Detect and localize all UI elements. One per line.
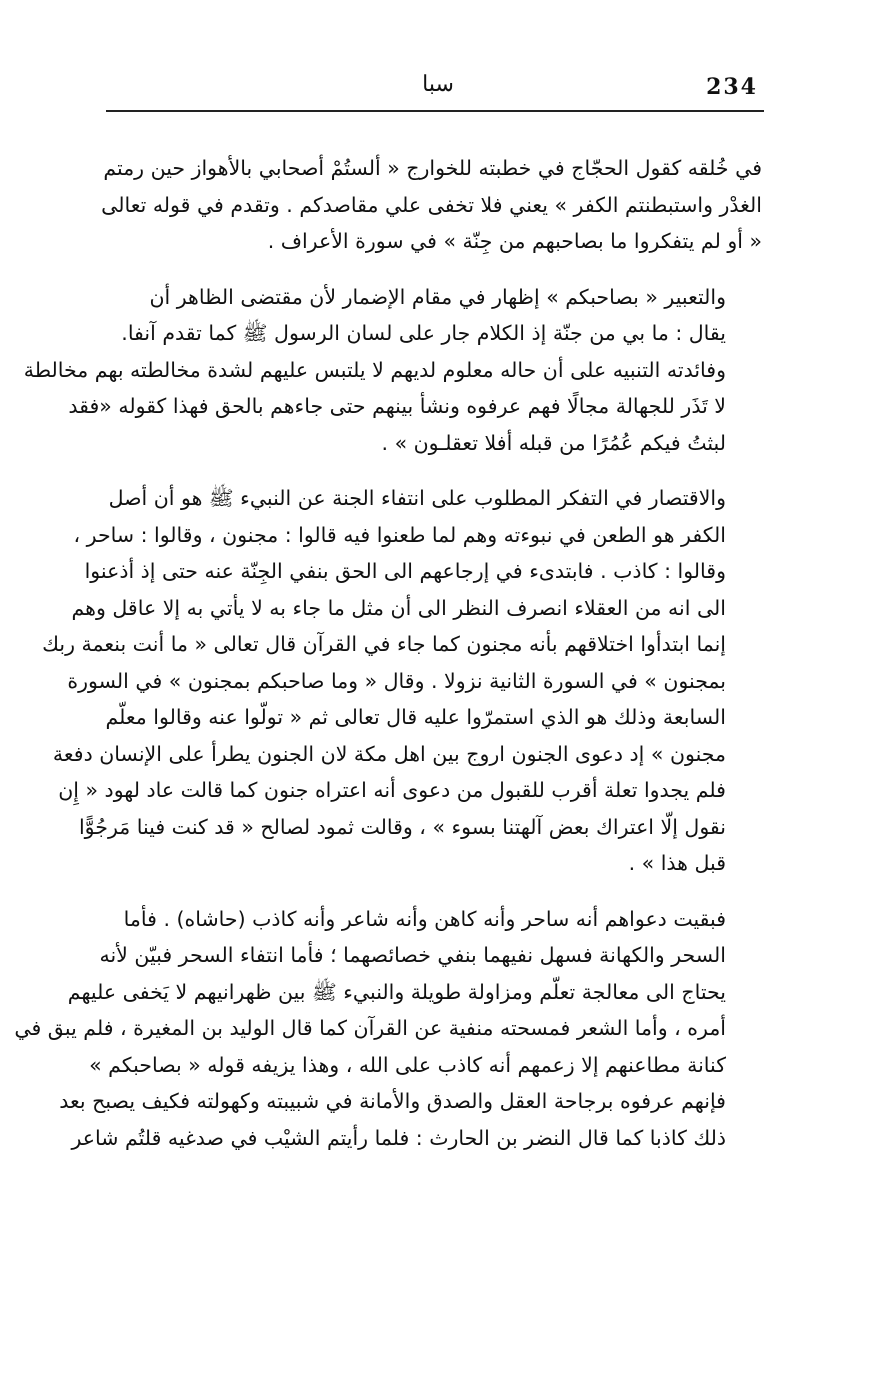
text-line: والتعبير « بصاحبكم » إظهار في مقام الإضمار لأن مقتضى الظاهر أن: [149, 284, 726, 309]
text-line: وقالوا : كاذب . فابتدىء في إرجاعهم الى الحق بنفي الجِنّة عنه حتى إذ أذعنوا: [84, 559, 726, 583]
body-text: [14, 150, 762, 1156]
paragraph: [101, 150, 762, 260]
running-title: سبا: [422, 72, 454, 97]
header-rule: [106, 110, 764, 112]
text-line: في خُلقه كقول الحجّاج في خطبته للخوارج « ألستُمْ أصحابي بالأهواز حين رمتم: [103, 156, 762, 180]
paragraph: [42, 480, 762, 882]
text-line: الكفر هو الطعن في نبوءته وهم لما طعنوا فيه قالوا : مجنون ، وقالوا : ساحر ،: [73, 522, 726, 547]
text-line: فلم يجدوا تعلة أقرب للقبول من دعوى أنه اعتراه جنون كما قالت عاد لهود « إِن: [58, 778, 726, 802]
text-line: بمجنون » في السورة الثانية نزولا . وقال « وما صاحبكم بمجنون » في السورة: [67, 668, 726, 693]
text-line: لبثتُ فيكم عُمُرًا من قبله أفلا تعقلـون » .: [381, 430, 726, 455]
text-line: الى انه من العقلاء انصرف النظر الى أن مثل ما جاء به لا يأتي به إلا عاقل وهم: [71, 595, 726, 620]
text-line: والاقتصار في التفكر المطلوب على انتفاء الجنة عن النبيء ﷺ هو أن أصل: [108, 486, 726, 510]
page-number: 234: [706, 74, 758, 100]
text-line: يحتاج الى معالجة تعلّم ومزاولة طويلة والنبيء ﷺ بين ظهرانيهم لا يَخفى عليهم: [67, 979, 726, 1004]
text-line: السابعة وذلك هو الذي استمرّوا عليه قال تعالى ثم « تولّوا عنه وقالوا معلّم: [105, 705, 726, 729]
page-header: [108, 74, 764, 114]
text-line: فبقيت دعواهم أنه ساحر وأنه كاهن وأنه شاعر وأنه كاذب (حاشاه) . فأما: [123, 906, 726, 931]
text-line: ذلك كاذبا كما قال النضر بن الحارث : فلما رأيتم الشيْب في صدغيه قلتُم شاعر: [71, 1125, 726, 1150]
text-line: يقال : ما بي من جنّة إذ الكلام جار على لسان الرسول ﷺ كما تقدم آنفا.: [121, 321, 726, 345]
text-line: وفائدته التنبيه على أن حاله معلوم لديهم لا يلتبس عليهم لشدة مخالطته بهم مخالطة: [23, 357, 726, 382]
text-line: لا تَذَر للجهالة مجالًا فهم عرفوه ونشأ بينهم حتى جاءهم بالحق فهذا كقوله «فقد: [68, 394, 726, 418]
text-line: نقول إلّا اعتراك بعض آلهتنا بسوء » ، وقالت ثمود لصالح « قد كنت فينا مَرجُوًّا: [78, 814, 726, 839]
paragraph: [23, 279, 762, 462]
text-line: مجنون » إد دعوى الجنون اروج بين اهل مكة لان الجنون يطرأ على الإنسان دفعة: [52, 741, 726, 766]
text-line: كنانة مطاعنهم إلا زعمهم أنه كاذب على الله ، وهذا يزيفه قوله « بصاحبكم »: [89, 1052, 726, 1077]
text-line: الغدْر واستبطنتم الكفر » يعني فلا تخفى علي مقاصدكم . وتقدم في قوله تعالى: [101, 192, 762, 217]
text-line: فإنهم عرفوه برجاحة العقل والصدق والأمانة في شبيبته وكهولته فكيف يصبح بعد: [59, 1089, 726, 1113]
paragraph: [14, 901, 762, 1157]
text-line: « أو لم يتفكروا ما بصاحبهم من جِنّة » في سورة الأعراف .: [267, 229, 762, 253]
text-line: السحر والكهانة فسهل نفيهما بنفي خصائصهما ؛ فأما انتفاء السحر فبيّن لأنه: [99, 943, 726, 967]
text-line: إنما ابتدأوا اختلاقهم بأنه مجنون كما جاء في القرآن قال تعالى « ما أنت بنعمة ربك: [42, 632, 726, 656]
text-line: أمره ، وأما الشعر فمسحته منفية عن القرآن كما قال الوليد بن المغيرة ، فلم يبق في: [14, 1016, 726, 1040]
text-line: قبل هذا » .: [628, 851, 726, 875]
